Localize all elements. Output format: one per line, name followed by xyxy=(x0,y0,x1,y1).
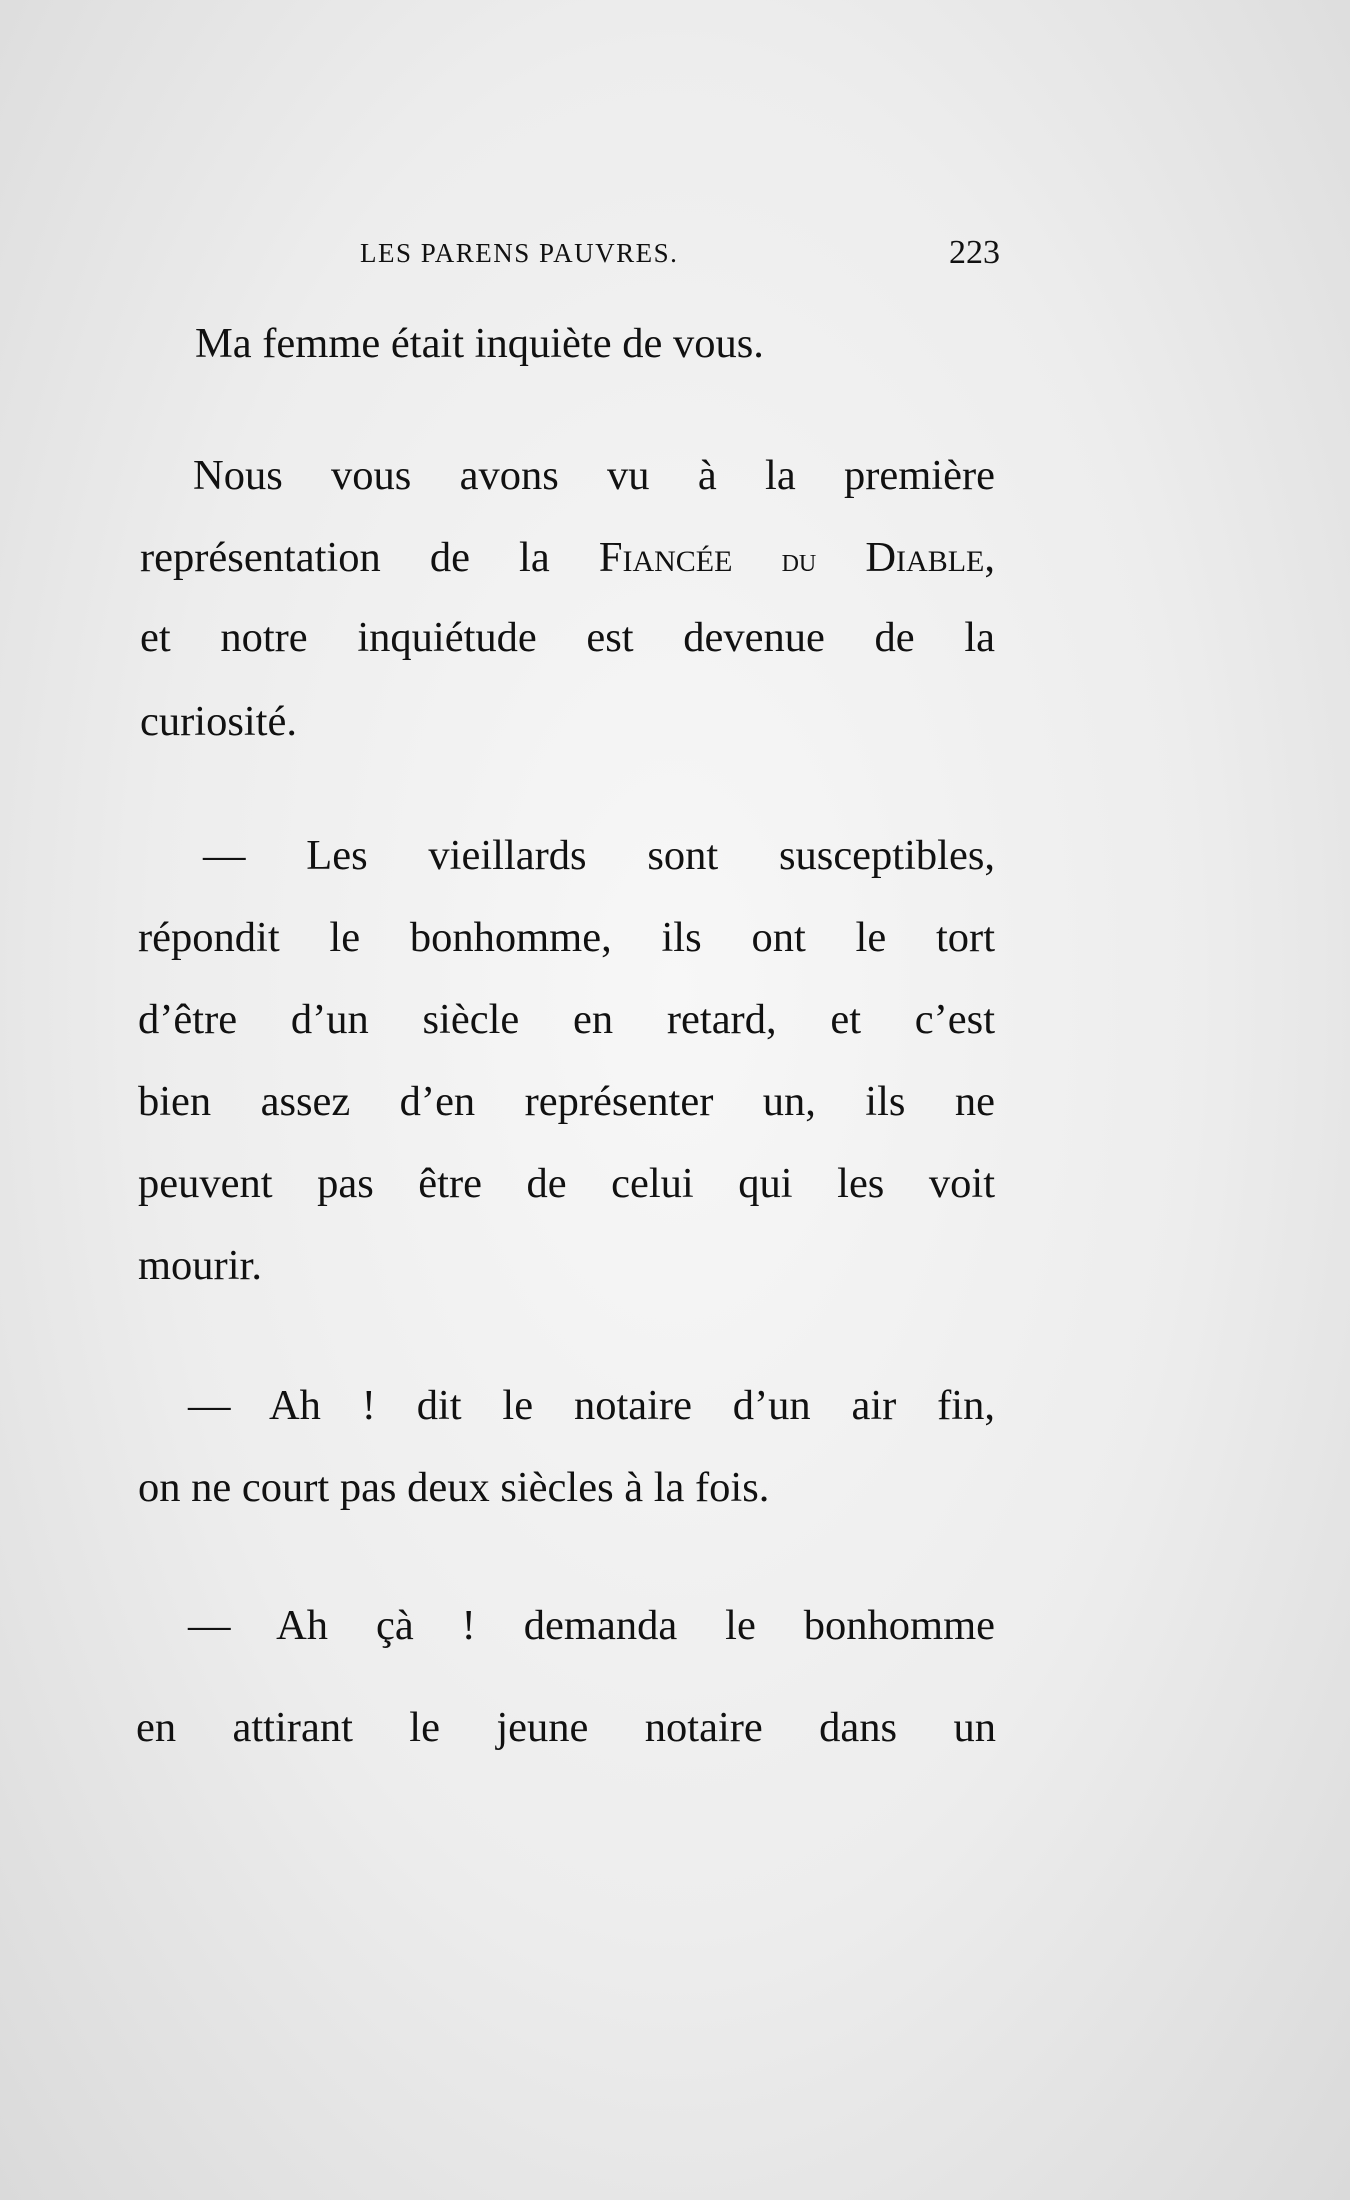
text-line: — Ah ! dit le notaire d’un air fin, xyxy=(188,1382,995,1429)
text-line xyxy=(140,532,995,587)
text-line: mourir. xyxy=(138,1242,262,1289)
text-line: peuvent pas être de celui qui les voit xyxy=(138,1160,995,1207)
text-line: répondit le bonhomme, ils ont le tort xyxy=(138,914,995,961)
running-title: LES PARENS PAUVRES. xyxy=(360,238,679,268)
punctuation: , xyxy=(984,534,995,581)
text-line: on ne court pas deux siècles à la fois. xyxy=(138,1464,770,1511)
title-word: Diable xyxy=(865,534,985,581)
page-number: 223 xyxy=(949,234,1000,271)
text-line: Ma femme était inquiète de vous. xyxy=(195,320,764,367)
page-header xyxy=(360,234,1000,278)
text-line: — Les vieillards sont susceptibles, xyxy=(203,832,995,879)
text-line: bien assez d’en représenter un, ils ne xyxy=(138,1078,995,1125)
text-line: d’être d’un siècle en retard, et c’est xyxy=(138,996,995,1043)
text-line: Nous vous avons vu à la première xyxy=(193,452,995,499)
text-fragment: représentation de la xyxy=(140,534,550,581)
title-word: Fiancée xyxy=(598,534,733,581)
text-line: — Ah çà ! demanda le bonhomme xyxy=(188,1602,995,1649)
text-line: en attirant le jeune notaire dans un xyxy=(136,1704,996,1751)
text-line: curiosité. xyxy=(140,698,297,745)
text-line: et notre inquiétude est devenue de la xyxy=(140,614,995,661)
title-word: du xyxy=(781,542,817,579)
